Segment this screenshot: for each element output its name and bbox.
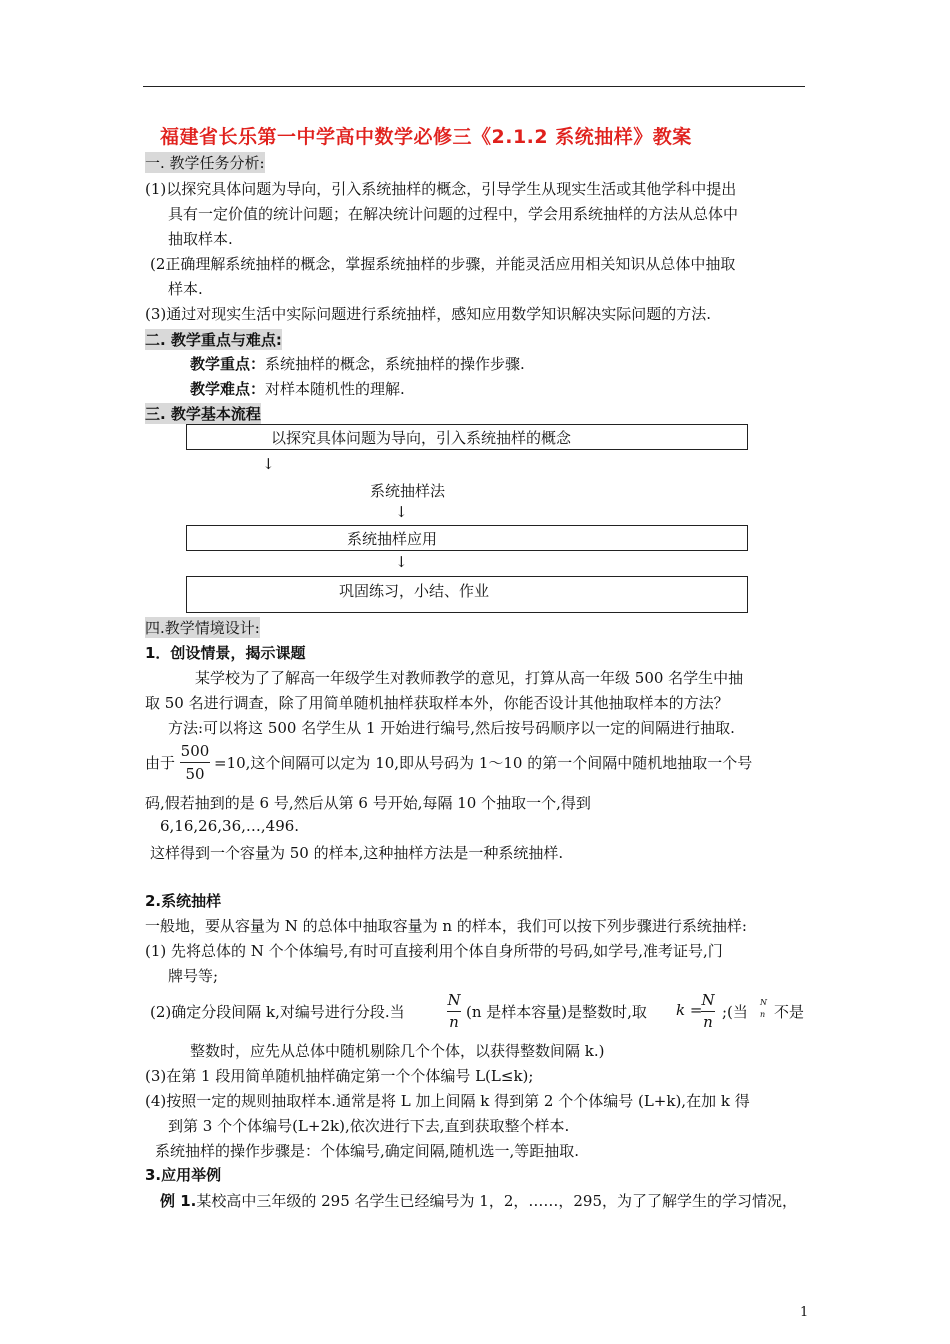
- s5-step-2d: 不是: [774, 1003, 805, 1021]
- subheading-1: 1．创设情景，揭示课题: [145, 644, 306, 662]
- fraction-k-n-denominator: n: [703, 1013, 713, 1031]
- page-number: 1: [800, 1305, 809, 1320]
- s1-line-2a: (2正确理解系统抽样的概念，掌握系统抽样的步骤，并能灵活应用相关知识从总体中抽取: [150, 255, 736, 273]
- s1-line-3: (3)通过对现实生活中实际问题进行系统抽样，感知应用数学知识解决实际问题的方法.: [145, 305, 712, 323]
- s5-step-1a: (1) 先将总体的 N 个个体编号,有时可直接利用个体自身所带的号码,如学号,准考证号,门: [145, 942, 723, 960]
- s1-line-1a: (1)以探究具体问题为导向，引入系统抽样的概念，引导学生从现实生活或其他学科中提出: [145, 180, 737, 198]
- s4-para-1a: 某学校为了了解高一年级学生对教师教学的意见，打算从高一年级 500 名学生中抽: [195, 669, 744, 687]
- section-1-heading: 一. 教学任务分析:: [145, 154, 265, 172]
- fraction-bar: [180, 762, 210, 763]
- s4-para-1b: 取 50 名进行调查，除了用简单随机抽样获取样本外，你能否设计其他抽取样本的方法？: [145, 694, 729, 712]
- s5-step-2a: (2)确定分段间隔 k,对编号进行分段.当: [150, 1003, 405, 1021]
- subheading-3: 3.应用举例: [145, 1166, 222, 1184]
- section-3-heading: 三. 教学基本流程: [145, 405, 261, 423]
- s1-line-1c: 抽取样本.: [168, 230, 233, 248]
- s4-para-6: 这样得到一个容量为 50 的样本,这种抽样方法是一种系统抽样.: [150, 844, 564, 862]
- flow-box-3: [186, 525, 748, 551]
- document-title: 福建省长乐第一中学高中数学必修三《2.1.2 系统抽样》教案: [160, 126, 692, 148]
- difficult-points-text: 对样本随机性的理解.: [265, 380, 405, 398]
- tiny-fraction-N: N: [760, 998, 767, 1007]
- s5-step-4a: (4)按照一定的规则抽取样本.通常是将 L 加上间隔 k 得到第 2 个个体编号 (L+k),在加 k 得: [145, 1092, 750, 1110]
- fraction-n-denominator: n: [449, 1013, 459, 1031]
- s4-para-4: 码,假若抽到的是 6 号,然后从第 6 号开始,每隔 10 个抽取一个,得到: [145, 794, 591, 812]
- fraction-500-numerator: 500: [180, 742, 210, 760]
- key-points-text: 系统抽样的概念，系统抽样的操作步骤.: [265, 355, 525, 373]
- s4-para-3-post: =10,这个间隔可以定为 10,即从号码为 1～10 的第一个间隔中随机地抽取一个号: [214, 754, 753, 772]
- section-2-heading: 二. 教学重点与难点:: [145, 331, 282, 349]
- key-points-label: 教学重点：: [190, 355, 266, 373]
- s5-intro: 一般地，要从容量为 N 的总体中抽取容量为 n 的样本，我们可以按下列步骤进行系统抽样:: [145, 917, 747, 935]
- s4-para-5: 6,16,26,36,…,496.: [160, 817, 300, 835]
- example-1-text: 某校高中三年级的 295 名学生已经编号为 1，2，……，295，为了了解学生的学习情况，: [196, 1192, 798, 1210]
- tiny-fraction-n: n: [760, 1010, 766, 1019]
- flow-arrow-2: ↓: [395, 503, 408, 521]
- flow-arrow-1: ↓: [262, 455, 275, 473]
- fraction-50-denominator: 50: [185, 765, 205, 783]
- s5-step-2c: ;(当: [722, 1003, 748, 1021]
- s5-step-4b: 到第 3 个个体编号(L+2k),依次进行下去,直到获取整个样本.: [168, 1117, 570, 1135]
- section-4-heading: 四.教学情境设计:: [145, 619, 260, 637]
- flow-box-4-label: 巩固练习，小结、作业: [339, 582, 490, 600]
- s4-para-2: 方法:可以将这 500 名学生从 1 开始进行编号,然后按号码顺序以一定的间隔进行抽取.: [168, 719, 735, 737]
- flow-box-1: [186, 424, 748, 450]
- s5-step-3: (3)在第 1 段用简单随机抽样确定第一个个体编号 L(L≤k);: [145, 1067, 534, 1085]
- s5-step-2e: 整数时，应先从总体中随机剔除几个个体，以获得整数间隔 k.): [190, 1042, 605, 1060]
- flow-box-3-label: 系统抽样应用: [347, 530, 438, 548]
- s5-summary: 系统抽样的操作步骤是：个体编号,确定间隔,随机选一,等距抽取.: [155, 1142, 580, 1160]
- fraction-N-bar: [447, 1011, 461, 1012]
- difficult-points-label: 教学难点：: [190, 380, 266, 398]
- flow-box-1-label: 以探究具体问题为导向，引入系统抽样的概念: [271, 429, 572, 447]
- fraction-k-N-numerator: N: [701, 991, 715, 1009]
- s1-line-1b: 具有一定价值的统计问题；在解决统计问题的过程中，学会用系统抽样的方法从总体中: [168, 205, 739, 223]
- s5-step-2b: (n 是样本容量)是整数时,取: [466, 1003, 647, 1021]
- k-equals: k =: [676, 1001, 703, 1019]
- fraction-k-bar: [701, 1011, 715, 1012]
- flow-step-2: 系统抽样法: [370, 482, 446, 500]
- example-1-label: 例 1.: [160, 1192, 197, 1210]
- header-rule: [143, 86, 805, 87]
- s4-para-3-pre: 由于: [145, 754, 176, 772]
- subheading-2: 2.系统抽样: [145, 892, 222, 910]
- flow-box-4: [186, 576, 748, 613]
- flow-arrow-3: ↓: [395, 553, 408, 571]
- s5-step-1b: 牌号等;: [168, 967, 219, 985]
- example-1-line: [160, 1190, 797, 1211]
- fraction-N-numerator: N: [447, 991, 461, 1009]
- key-points-line: [190, 353, 525, 374]
- s1-line-2b: 样本.: [168, 280, 203, 298]
- difficult-points-line: [190, 378, 405, 399]
